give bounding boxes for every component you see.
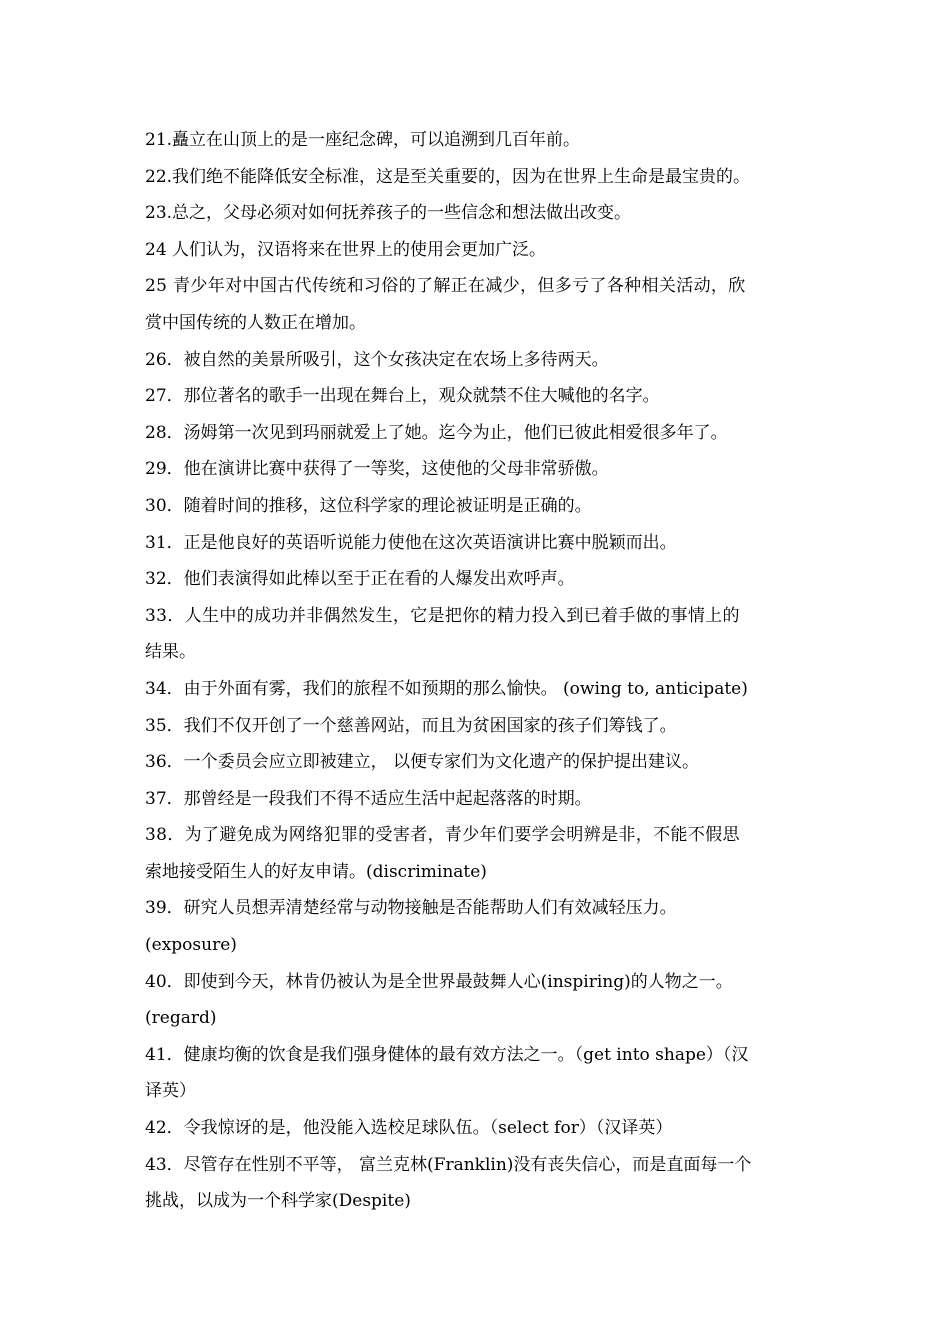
sentence-32: 32．他们表演得如此棒以至于正在看的人爆发出欢呼声。	[145, 569, 575, 590]
sentence-38-line-1: 38．为了避免成为网络犯罪的受害者，青少年们要学会明辨是非，不能不假思	[145, 825, 740, 846]
sentence-37: 37．那曾经是一段我们不得不适应生活中起起落落的时期。	[145, 788, 592, 809]
sentence-34: 34．由于外面有雾，我们的旅程不如预期的那么愉快。 (owing to, anticipate)	[145, 678, 748, 699]
sentence-27: 27．那位著名的歌手一出现在舞台上，观众就禁不住大喊他的名字。	[145, 386, 660, 407]
sentence-40-line-2: (regard)	[145, 1008, 217, 1029]
sentence-35: 35．我们不仅开创了一个慈善网站，而且为贫困国家的孩子们筹钱了。	[145, 715, 677, 736]
sentence-42: 42．令我惊讶的是，他没能入选校足球队伍。（select for）（汉译英）	[145, 1118, 673, 1139]
sentence-40-line-1: 40．即使到今天，林肯仍被认为是全世界最鼓舞人心(inspiring)的人物之一。	[145, 971, 733, 992]
sentence-39-line-2: (exposure)	[145, 935, 237, 956]
sentence-41-line-2: 译英）	[145, 1081, 196, 1102]
sentence-33-line-2: 结果。	[145, 642, 196, 663]
sentence-41-line-1: 41．健康均衡的饮食是我们强身健体的最有效方法之一。（get into shape）（汉	[145, 1044, 749, 1065]
sentence-43-line-2: 挑战，以成为一个科学家(Despite)	[145, 1191, 411, 1212]
exercise-list	[145, 122, 835, 1220]
sentence-23: 23.总之，父母必须对如何抚养孩子的一些信念和想法做出改变。	[145, 203, 632, 224]
sentence-28: 28．汤姆第一次见到玛丽就爱上了她。迄今为止，他们已彼此相爱很多年了。	[145, 422, 728, 443]
sentence-29: 29．他在演讲比赛中获得了一等奖，这使他的父母非常骄傲。	[145, 459, 609, 480]
sentence-39-line-1: 39．研究人员想弄清楚经常与动物接触是否能帮助人们有效减轻压力。	[145, 898, 677, 919]
sentence-25-line-2: 赏中国传统的人数正在增加。	[145, 312, 366, 333]
sentence-33-line-1: 33．人生中的成功并非偶然发生，它是把你的精力投入到已着手做的事情上的	[145, 605, 740, 626]
sentence-22: 22.我们绝不能降低安全标准，这是至关重要的，因为在世界上生命是最宝贵的。	[145, 166, 751, 187]
sentence-43-line-1: 43．尽管存在性别不平等， 富兰克林(Franklin)没有丧失信心，而是直面每一个	[145, 1154, 752, 1175]
sentence-26: 26．被自然的美景所吸引，这个女孩决定在农场上多待两天。	[145, 349, 609, 370]
sentence-25-line-1: 25 青少年对中国古代传统和习俗的了解正在减少，但多亏了各种相关活动，欣	[145, 276, 746, 297]
sentence-31: 31．正是他良好的英语听说能力使他在这次英语演讲比赛中脱颖而出。	[145, 532, 677, 553]
sentence-24: 24 人们认为，汉语将来在世界上的使用会更加广泛。	[145, 239, 547, 260]
sentence-36: 36．一个委员会应立即被建立， 以便专家们为文化遗产的保护提出建议。	[145, 752, 700, 773]
sentence-38-line-2: 索地接受陌生人的好友申请。(discriminate)	[145, 861, 487, 882]
sentence-21: 21.矗立在山顶上的是一座纪念碑，可以追溯到几百年前。	[145, 130, 581, 150]
sentence-30: 30．随着时间的推移，这位科学家的理论被证明是正确的。	[145, 495, 592, 516]
